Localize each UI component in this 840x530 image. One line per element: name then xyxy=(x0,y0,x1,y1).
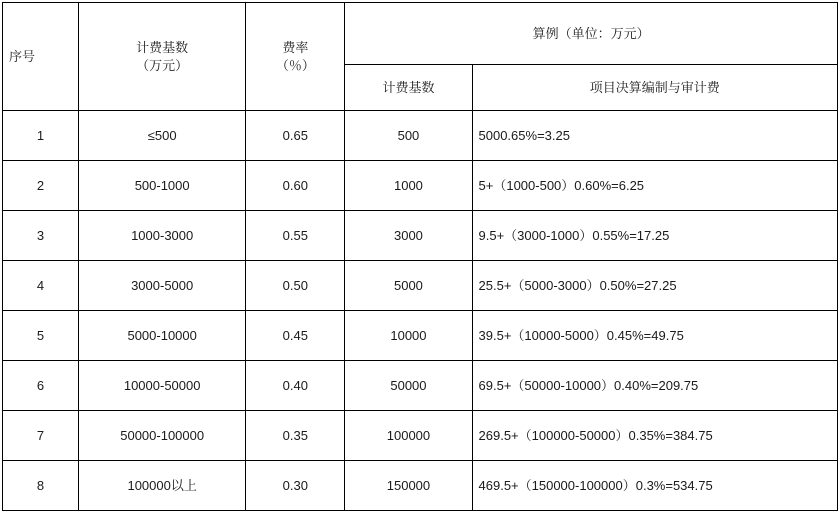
cell-base: ≤500 xyxy=(79,111,246,161)
cell-base: 1000-3000 xyxy=(79,211,246,261)
cell-rate: 0.65 xyxy=(246,111,345,161)
cell-example-calc: 9.5+（3000-1000）0.55%=17.25 xyxy=(472,211,837,261)
table-row xyxy=(3,161,838,211)
header-cell-rate xyxy=(246,3,345,111)
cell-rate: 0.55 xyxy=(246,211,345,261)
header-base-line2: （万元） xyxy=(136,57,189,73)
cell-base: 3000-5000 xyxy=(79,261,246,311)
header-cell-example-calc: 项目决算编制与审计费 xyxy=(472,65,837,111)
cell-example-calc: 469.5+（150000-100000）0.3%=534.75 xyxy=(472,461,837,511)
document-sheet xyxy=(0,2,840,530)
cell-rate: 0.45 xyxy=(246,311,345,361)
cell-no: 3 xyxy=(3,211,79,261)
cell-example-calc: 5000.65%=3.25 xyxy=(472,111,837,161)
table-row xyxy=(3,411,838,461)
cell-base: 50000-100000 xyxy=(79,411,246,461)
cell-no: 5 xyxy=(3,311,79,361)
table-row xyxy=(3,111,838,161)
cell-example-base: 3000 xyxy=(345,211,472,261)
cell-example-calc: 39.5+（10000-5000）0.45%=49.75 xyxy=(472,311,837,361)
table-row xyxy=(3,311,838,361)
cell-rate: 0.35 xyxy=(246,411,345,461)
header-cell-example-base: 计费基数 xyxy=(345,65,472,111)
table-row xyxy=(3,211,838,261)
table-header-row-1 xyxy=(3,3,838,65)
cell-base: 500-1000 xyxy=(79,161,246,211)
header-base-line1: 计费基数 xyxy=(136,39,189,55)
cell-example-base: 1000 xyxy=(345,161,472,211)
cell-rate: 0.50 xyxy=(246,261,345,311)
table-row xyxy=(3,361,838,411)
cell-example-calc: 5+（1000-500）0.60%=6.25 xyxy=(472,161,837,211)
cell-no: 2 xyxy=(3,161,79,211)
table-row xyxy=(3,461,838,511)
cell-rate: 0.60 xyxy=(246,161,345,211)
cell-base: 100000以上 xyxy=(79,461,246,511)
header-rate-line2: （％） xyxy=(275,57,315,73)
cell-no: 6 xyxy=(3,361,79,411)
cell-example-base: 5000 xyxy=(345,261,472,311)
cell-no: 7 xyxy=(3,411,79,461)
table-row xyxy=(3,261,838,311)
cell-example-calc: 25.5+（5000-3000）0.50%=27.25 xyxy=(472,261,837,311)
cell-example-calc: 269.5+（100000-50000）0.35%=384.75 xyxy=(472,411,837,461)
cell-example-calc: 69.5+（50000-10000）0.40%=209.75 xyxy=(472,361,837,411)
cell-example-base: 500 xyxy=(345,111,472,161)
cell-base: 10000-50000 xyxy=(79,361,246,411)
cell-no: 1 xyxy=(3,111,79,161)
cell-rate: 0.30 xyxy=(246,461,345,511)
cell-example-base: 50000 xyxy=(345,361,472,411)
cell-no: 8 xyxy=(3,461,79,511)
cell-no: 4 xyxy=(3,261,79,311)
header-rate-line1: 费率 xyxy=(282,39,309,55)
cell-example-base: 100000 xyxy=(345,411,472,461)
header-cell-base xyxy=(79,3,246,111)
header-cell-example-group: 算例（单位：万元） xyxy=(345,3,838,65)
cell-base: 5000-10000 xyxy=(79,311,246,361)
fee-rate-table xyxy=(2,2,838,511)
cell-example-base: 150000 xyxy=(345,461,472,511)
header-cell-no: 序号 xyxy=(3,3,79,111)
cell-example-base: 10000 xyxy=(345,311,472,361)
cell-rate: 0.40 xyxy=(246,361,345,411)
